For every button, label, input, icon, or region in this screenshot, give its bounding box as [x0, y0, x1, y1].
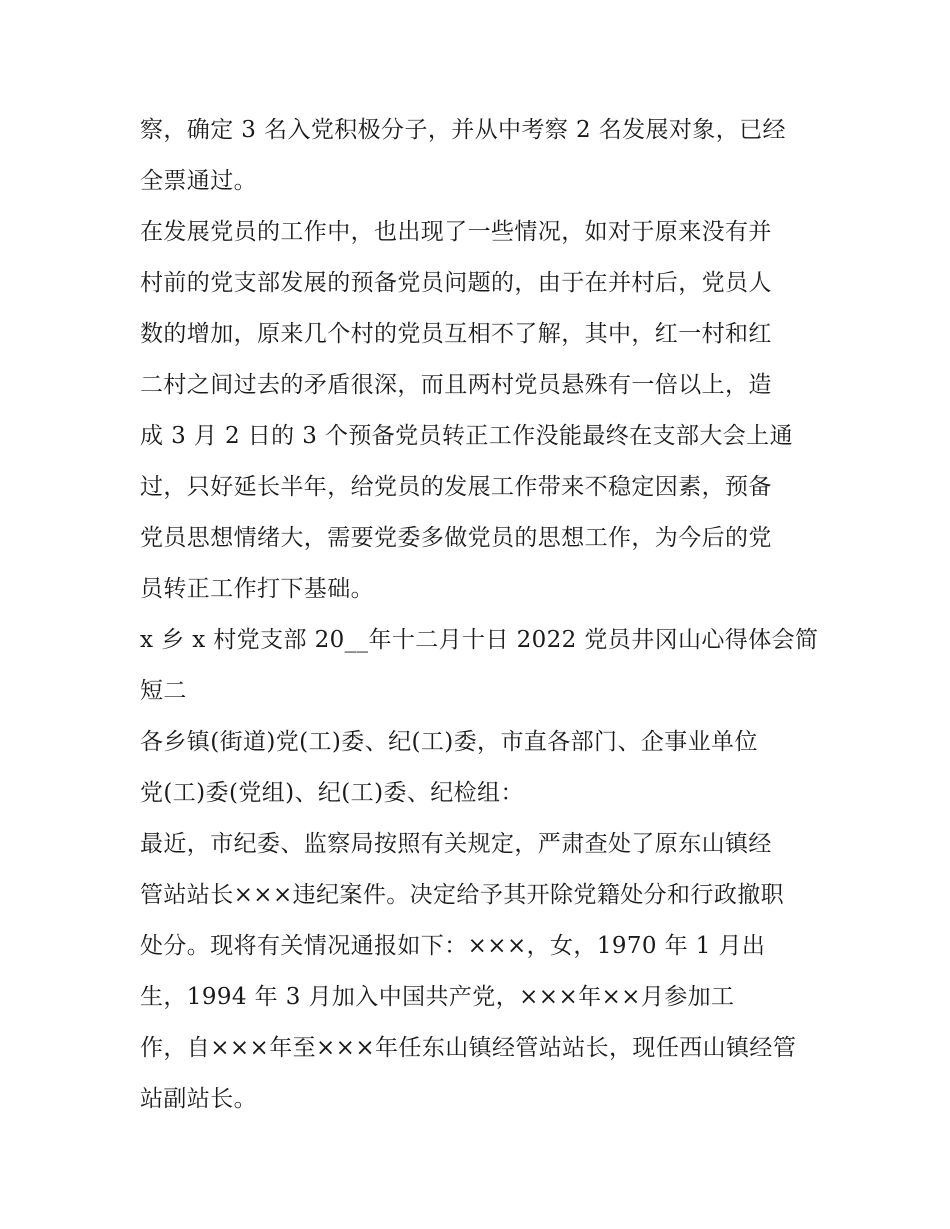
text-line: 二村之间过去的矛盾很深，而且两村党员悬殊有一倍以上，造 [140, 372, 772, 398]
section-heading-line: x 乡 x 村党支部 20__年十二月十日 2022 党员井冈山心得体会简 [140, 627, 819, 653]
text-line: 作，自×××年至×××年任东山镇经管站站长，现任西山镇经管 [140, 1035, 797, 1061]
text-line: 站副站长。 [140, 1086, 257, 1112]
text-line: 生，1994 年 3 月加入中国共产党，×××年××月参加工 [140, 984, 735, 1010]
text-line: 党员思想情绪大，需要党委多做党员的思想工作，为今后的党 [140, 525, 772, 551]
salutation-line: 各乡镇(街道)党(工)委、纪(工)委，市直各部门、企事业单位 [140, 729, 758, 755]
text-line: 数的增加，原来几个村的党员互相不了解，其中，红一村和红 [140, 321, 772, 347]
text-line: 成 3 月 2 日的 3 个预备党员转正工作没能最终在支部大会上通 [140, 423, 793, 449]
text-line: 处分。现将有关情况通报如下：×××，女，1970 年 1 月出 [140, 933, 766, 959]
text-line: 在发展党员的工作中，也出现了一些情况，如对于原来没有并 [140, 219, 772, 245]
text-line: 管站站长×××违纪案件。决定给予其开除党籍处分和行政撤职 [140, 882, 785, 908]
text-line: 村前的党支部发展的预备党员问题的，由于在并村后，党员人 [140, 270, 772, 296]
section-heading-line: 短二 [140, 678, 187, 704]
salutation-line: 党(工)委(党组)、纪(工)委、纪检组： [140, 780, 524, 806]
text-line: 过，只好延长半年，给党员的发展工作带来不稳定因素，预备 [140, 474, 772, 500]
text-line: 全票通过。 [140, 168, 257, 194]
document-body [140, 105, 820, 1125]
text-line: 员转正工作打下基础。 [140, 576, 374, 602]
text-line: 最近，市纪委、监察局按照有关规定，严肃查处了原东山镇经 [140, 831, 772, 857]
text-line: 察，确定 3 名入党积极分子，并从中考察 2 名发展对象，已经 [140, 117, 786, 143]
